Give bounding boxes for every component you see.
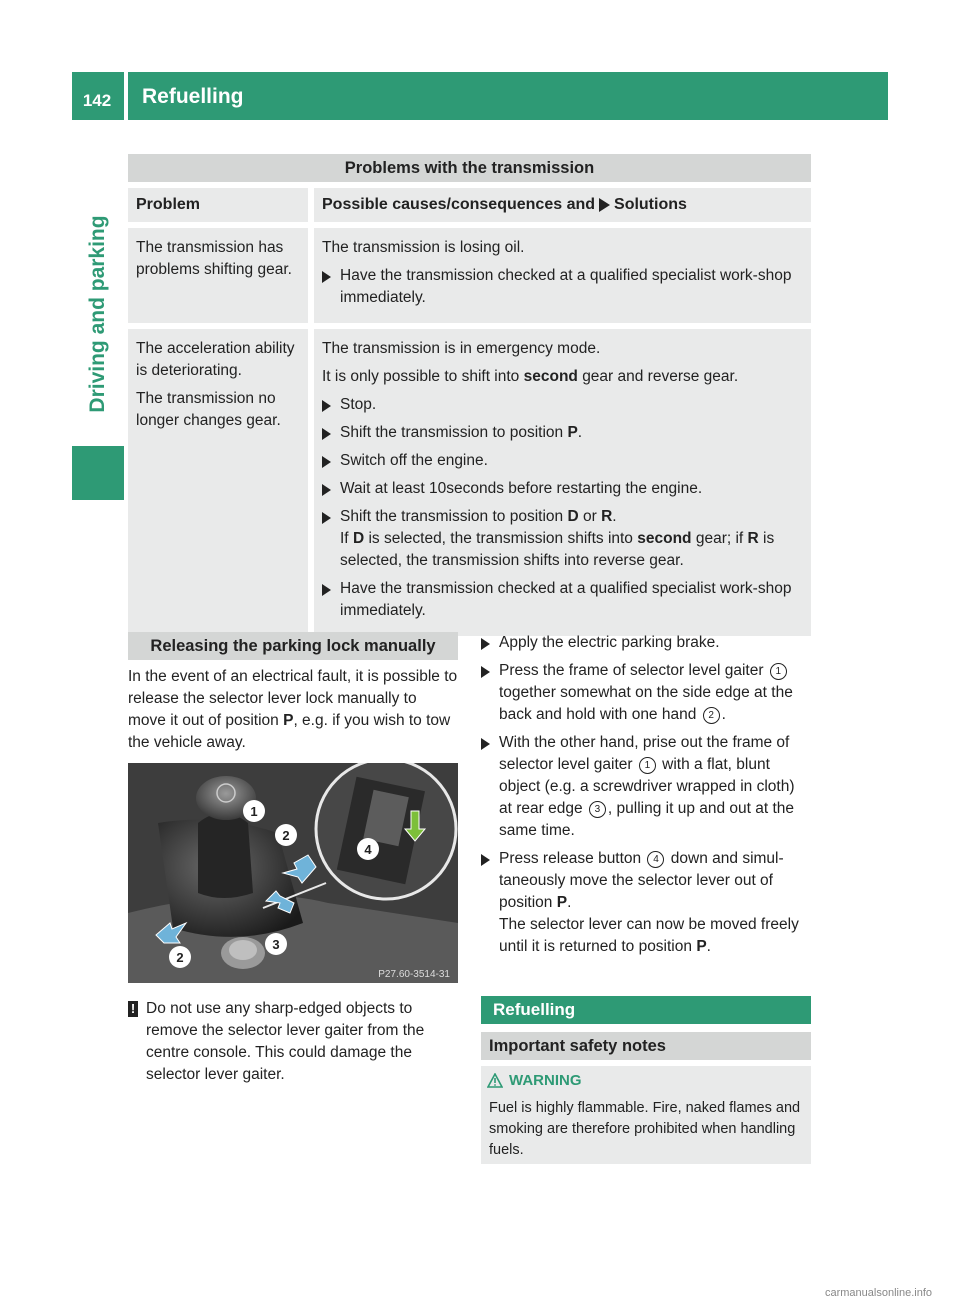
warning-text: Fuel is highly flammable. Fire, naked flames and smoking are therefore prohibited when handling fuels. [489, 1100, 801, 1158]
selector-lever-photo [128, 763, 458, 983]
safety-notes-heading [481, 1032, 811, 1060]
parking-lock-section [128, 632, 458, 754]
step-text: Shift the transmission to position [340, 424, 564, 441]
step-text: , pulling it up and out at the same time. [499, 800, 795, 839]
side-tab [72, 134, 124, 500]
intro-paragraph [128, 666, 458, 754]
step-text-bold: P [567, 424, 578, 441]
callout-2: 2 [282, 828, 290, 843]
callout-3: 3 [272, 937, 280, 952]
callout-ref-3: 3 [589, 801, 606, 818]
refuelling-heading-text: Refuelling [493, 1000, 576, 1019]
action-arrow-icon [322, 512, 331, 524]
text-fragment: In the event of an electrical fault, it is possible to release the selector lever lock manually to move it out of position [128, 668, 458, 729]
step-text-bold: D [352, 530, 365, 547]
text-fragment-bold: P [283, 712, 294, 729]
step-text: Press the frame of selector level gaiter [499, 662, 764, 679]
warning-heading [509, 1070, 803, 1092]
step-text: Wait at least 10seconds before restarting the engine. [340, 480, 703, 497]
instruction-step [481, 732, 811, 842]
instruction-step: Press release button 4 down and simul-taneously move the selector lever out of position P. The selector lever can now be moved freely until it is returned to position P. [481, 848, 811, 958]
callout-1: 1 [250, 804, 258, 819]
page-header [72, 72, 888, 120]
side-tab-marker [72, 446, 124, 500]
step-text: Shift the transmission to position [340, 508, 564, 525]
step-text: Apply the electric parking brake. [499, 634, 720, 651]
warning-triangle-icon [487, 1073, 503, 1088]
step-text: with a flat, blunt object (e.g. a screwdriver wrapped in cloth) at rear edge [499, 756, 795, 817]
step-text: or [582, 508, 597, 525]
solution-step [322, 394, 803, 416]
solutions-header-text-2: Solutions [614, 196, 687, 213]
step-text-bold: second [637, 530, 692, 547]
column-header-solutions [314, 188, 811, 222]
callout-ref-1: 1 [639, 757, 656, 774]
solutions-header-text: Possible causes/consequences and [322, 196, 596, 213]
step-text-bold: P [696, 938, 707, 955]
action-arrow-icon [481, 666, 490, 678]
table-row-1-problem [128, 228, 308, 323]
side-tab-label: Driving and parking [86, 215, 109, 413]
step-text: With the other hand, prise out the frame of selector level gaiter [499, 734, 790, 773]
transmission-table [128, 154, 811, 636]
note-text: Do not use any sharp-edged objects to remove the selector lever gaiter from the centre console. This could damage the selector lever gaiter. [146, 1000, 425, 1083]
safety-heading-text: Important safety notes [489, 1037, 666, 1055]
step-text: If [340, 530, 349, 547]
step-text-bold: P [556, 894, 568, 911]
action-arrow-icon [481, 638, 490, 650]
page-number: 142 [82, 91, 112, 110]
step-text: Have the transmission checked at a qualified specialist work-shop immediately. [340, 267, 792, 306]
header-title: Refuelling [142, 85, 244, 108]
solution-step: Shift the transmission to position P. [322, 422, 803, 444]
text-fragment: gear and reverse gear. [582, 368, 739, 385]
step-text: together somewhat on the side edge at the back and hold with one hand [499, 684, 793, 723]
warning-box [481, 1066, 811, 1164]
column-header-problem: Problem [128, 188, 308, 222]
table-caption: Problems with the transmission [128, 154, 811, 182]
callout-ref-4: 4 [647, 851, 664, 868]
cause-text [322, 366, 803, 388]
solution-step [322, 578, 803, 622]
table-row-2-solution [314, 329, 811, 636]
action-arrow-icon [481, 854, 490, 866]
step-text: Stop. [340, 396, 377, 413]
step-text-bold: D [567, 508, 579, 525]
action-arrow-icon [481, 738, 490, 750]
action-arrow-icon [599, 198, 610, 212]
table-row-1-solution [314, 228, 811, 323]
solution-step [322, 265, 803, 309]
action-arrow-icon [322, 400, 331, 412]
cause-text: The transmission is in emergency mode. [322, 340, 601, 357]
step-text-bold: R [601, 508, 613, 525]
cause-text: The transmission is losing oil. [322, 239, 525, 256]
result-text: The selector lever can now be moved freely until it is returned to position [499, 916, 799, 955]
action-arrow-icon [322, 456, 331, 468]
callout-4: 4 [364, 842, 372, 857]
step-text: Switch off the engine. [340, 452, 488, 469]
step-text: Press release button [499, 850, 642, 867]
caution-note [128, 998, 458, 1086]
header-divider [124, 72, 128, 120]
callout-ref-1: 1 [770, 663, 787, 680]
text-fragment-bold: second [523, 368, 578, 385]
problem-text: The acceleration ability is deteriorating. [136, 340, 295, 379]
solution-step [322, 478, 803, 500]
action-arrow-icon [322, 484, 331, 496]
text-fragment: It is only possible to shift into [322, 368, 520, 385]
callout-ref-2: 2 [703, 707, 720, 724]
step-text: is selected, the transmission shifts into reverse gear. [340, 530, 775, 569]
step-text: Have the transmission checked at a qualified specialist work-shop immediately. [340, 580, 792, 619]
callout-2b: 2 [176, 950, 184, 965]
solution-step [322, 450, 803, 472]
instruction-step: Press the frame of selector level gaiter 1 together somewhat on the side edge at the back and hold with one hand 2 . [481, 660, 811, 726]
section-heading: Releasing the parking lock manually [128, 632, 458, 660]
refuelling-heading [481, 996, 811, 1024]
action-arrow-icon [322, 271, 331, 283]
image-code: P27.60-3514-31 [378, 969, 450, 980]
warning-label: WARNING [509, 1072, 582, 1089]
instruction-step [481, 632, 811, 654]
parking-lock-steps [481, 632, 811, 964]
text-fragment: , e.g. if you wish to tow the vehicle away. [128, 712, 451, 751]
table-row-2-problem [128, 329, 308, 636]
problem-text: The transmission no longer changes gear. [136, 390, 281, 429]
problem-text: The transmission has problems shifting gear. [136, 239, 292, 278]
step-text-bold: R [747, 530, 759, 547]
exclamation-icon: ! [128, 1001, 138, 1017]
watermark: carmanualsonline.info [824, 1287, 932, 1299]
solution-step: Shift the transmission to position D or R. If D is selected, the transmission shifts into second gear; if R is selected, the transmission shifts into reverse gear. [322, 506, 803, 572]
action-arrow-icon [322, 428, 331, 440]
selector-lever-illustration [128, 763, 458, 983]
step-text: down and simul-taneously move the selector lever out of position [499, 850, 784, 911]
action-arrow-icon [322, 584, 331, 596]
step-text: gear; if [695, 530, 744, 547]
step-text: is selected, the transmission shifts into [368, 530, 633, 547]
